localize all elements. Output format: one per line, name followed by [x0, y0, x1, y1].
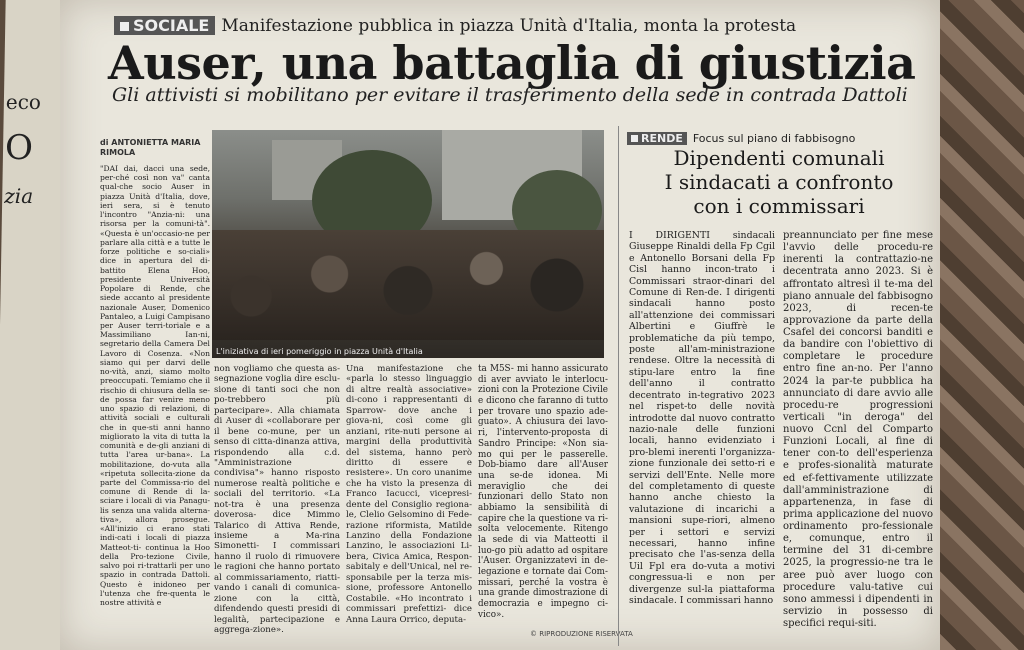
- edge-text-1: eco: [5, 90, 42, 114]
- sidebar-column-2: preannunciato per fine mese l'avvio delle procedu-re inerenti la contrattazio-ne decentrata anno 2023. Si è affrontato altresì il te-ma del piano annuale del fabbisogno 2023, di recen-te approvazione da parte della Csafel dei concorsi banditi e da bandire con l'obiettivo di completare le procedure entro fine an-no. Per l'anno 2024 la par-te pubblica ha annunciato di dare avvio alle procedu-re progressioni verticali "in deroga" del nuovo Ccnl del Comparto Funzioni Locali, al fine di tener con-to dell'esperienza e profes-sionalità maturate ed ef-fettivamente utilizzate dall'amministrazione di appartenenza, in fase di prima applicazione del nuovo ordinamento pro-fessionale e, comunque, entro il termine del 31 di-cembre 2025, la progressio-ne tra le aree può aver luogo con procedure valu-tative cui sono ammessi i dipendenti in servizio in possesso di specifici requi-siti.: [783, 230, 933, 629]
- sidebar-section-tag: RENDE: [627, 132, 687, 145]
- article-photo: [212, 130, 604, 358]
- sidebar-article: [618, 126, 939, 646]
- sidebar-kicker: RENDE Focus sul piano di fabbisogno: [627, 132, 855, 145]
- article-column-1: "DAI dai, dacci una sede, per-ché così non va" canta qual-che socio Auser in piazza Unità d'Italia, dove, ieri sera, si è tenuto l'incontro "Anzia-ni: una risorsa per la comuni-tà". «Questa è un'occasio-ne per parlare alla città e a tutte le forze politiche e so-ciali» dice in apertura del di-battito Elena Hoo, presidente Università Popolare di Rende, che siede accanto al presidente nazionale Auser, Domenico Pantaleo, a Luigi Campisano per Auser terri-toriale e a Massimiliano Ian-ni, segretario della Camera Del Lavoro di Cosenza. «Non siamo qui per darvi delle no-vità, anzi, siamo molto preoccupati. Temiamo che il rischio di chiusura della se-de possa far venire meno uno spazio di relazioni, di attività sociali e culturali che in que-sti anni hanno migliorato la vita di tutta la comunità e de-gli anziani di tutta l'area ur-bana». La mobilitazione, do-vuta alla «ripetuta sollecita-zione da parte del Commissa-rio del comune di Rende di la-sciare i locali di via Panagu-lis senza una valida alterna-tiva», allora prosegue. «All'inizio ci erano stati indi-cati i locali di piazza Matteot-ti- continua la Hoo della Pro-tezione Civile, salvo poi ri-trattarli per uno spazio in contrada Dattoli. Questo è inidoneo per l'utenza che fre-quenta le nostre attività e: [100, 164, 210, 608]
- byline: di ANTONIETTA MARIA RIMOLA: [100, 138, 201, 157]
- photo-caption: L'iniziativa di ieri pomeriggio in piazza Unità d'Italia: [216, 347, 423, 356]
- article-column-3: Una manifestazione che «parla lo stesso linguaggio di altre realtà associative» di-cono i rappresentanti di Sparrow- dove anche i giova-ni, così come gli anziani, rite-nuti persone ai margini della produttività del sistema, hanno però diritto di essere e resistere». Un coro unanime che ha visto la presenza di Franco Iacucci, vicepresi-dente del Consiglio regiona-le, Clelio Gelsomino di Fede-razione riformista, Matilde Lanzino della Fondazione Lanzino, le associazioni Li-bera, Civica Amica, Respon-sabitaly e dell'Unical, nel re-sponsabile per la terza mis-sione, professore Antonello Costabile. «Ho incontrato i commissari prefettizi- dice Anna Laura Orrico, deputa-: [346, 364, 472, 625]
- section-tag: SOCIALE: [114, 16, 215, 35]
- subheadline: Gli attivisti si mobilitano per evitare il trasferimento della sede in contrada Dattoli: [112, 84, 908, 106]
- headline: Auser, una battaglia di giustizia: [108, 36, 916, 90]
- sidebar-column-1: I DIRIGENTI sindacali Giuseppe Rinaldi della Fp Cgil e Antonello Borsani della Fp Cisl hanno incon-trato i Commissari straor-dinari del Comune di Ren-de. I dirigenti sindacali hanno posto all'attenzione dei commissari Albertini e Giuffrè le problematiche da più tempo, poste all'am-ministrazione rendese. Oltre la necessità di stipu-lare entro la fine dell'anno il contratto decentrato in-tegrativo 2023 nel rispet-to delle novità introdotte dal nuovo contratto nazio-nale delle funzioni locali, hanno evidenziato i pro-blemi inerenti l'organizza-zione funzionale dei setto-ri e servizi dell'Ente. Nelle more del completamento di queste hanno anche chiesto la valutazione di incarichi a mansioni supe-riori, almeno per i settori e servizi necessari, hanno infine precisato che l'as-senza della Uil Fpl era do-vuta a motivi congressua-li e non per divergenze sul-la piattaforma sindacale. I commissari hanno: [629, 230, 775, 606]
- article-column-2: non vogliamo che questa as-segnazione voglia dire esclu-sione di tanti soci che non po-trebbero più partecipare». Alla chiamata di Auser di «collaborare per il bene co-mune, per un senso di citta-dinanza attiva, rispondendo alla c.d. "Amministrazione condivisa"» hanno risposto numerose realtà politiche e sociali del territorio. «La not-tra è una presenza doverosa- dice Mimmo Talarico di Attiva Rende, insieme a Ma-rina Simonetti- I commissari hanno il ruolo di rimuovere le ragioni che hanno portato al commissariamento, riatti-vando i canali di comunica-zione con la città, difendendo questi presidi di legalità, partecipazione e aggrega-zione».: [214, 364, 341, 635]
- article-column-4: ta M5S- mi hanno assicurato di aver avviato le interlocu-zioni con la Protezione Civile e dicono che faranno di tutto per trovare uno spazio ade-guato». A chiusura dei lavo-ri, l'intervento-proposta di Sandro Principe: «Non sia-mo qui per le passerelle. Dob-biamo dare all'Auser una se-de idonea. Mi meraviglio che dei funzionari dello Stato non abbiamo la sensibilità di capire che la questione va ri-solta velocemente. Ritengo la sede di via Matteotti il luo-go più adatto ad ospitare l'Auser. Organizzatevi in de-legazione e tornate dai Com-missari, perché la vostra è una grande dimostrazione di democrazia e impegno ci-vico».: [478, 364, 608, 620]
- kicker-text: Manifestazione pubblica in piazza Unità d'Italia, monta la protesta: [221, 16, 797, 36]
- article-kicker: [114, 16, 796, 36]
- newspaper-page: [60, 0, 940, 650]
- sidebar-title: Dipendenti comunali I sindacati a confronto con i commissari: [664, 146, 894, 218]
- copyright: © RIPRODUZIONE RISERVATA: [530, 630, 633, 638]
- edge-text-3: zia: [4, 184, 34, 208]
- edge-text-2: O: [4, 128, 34, 168]
